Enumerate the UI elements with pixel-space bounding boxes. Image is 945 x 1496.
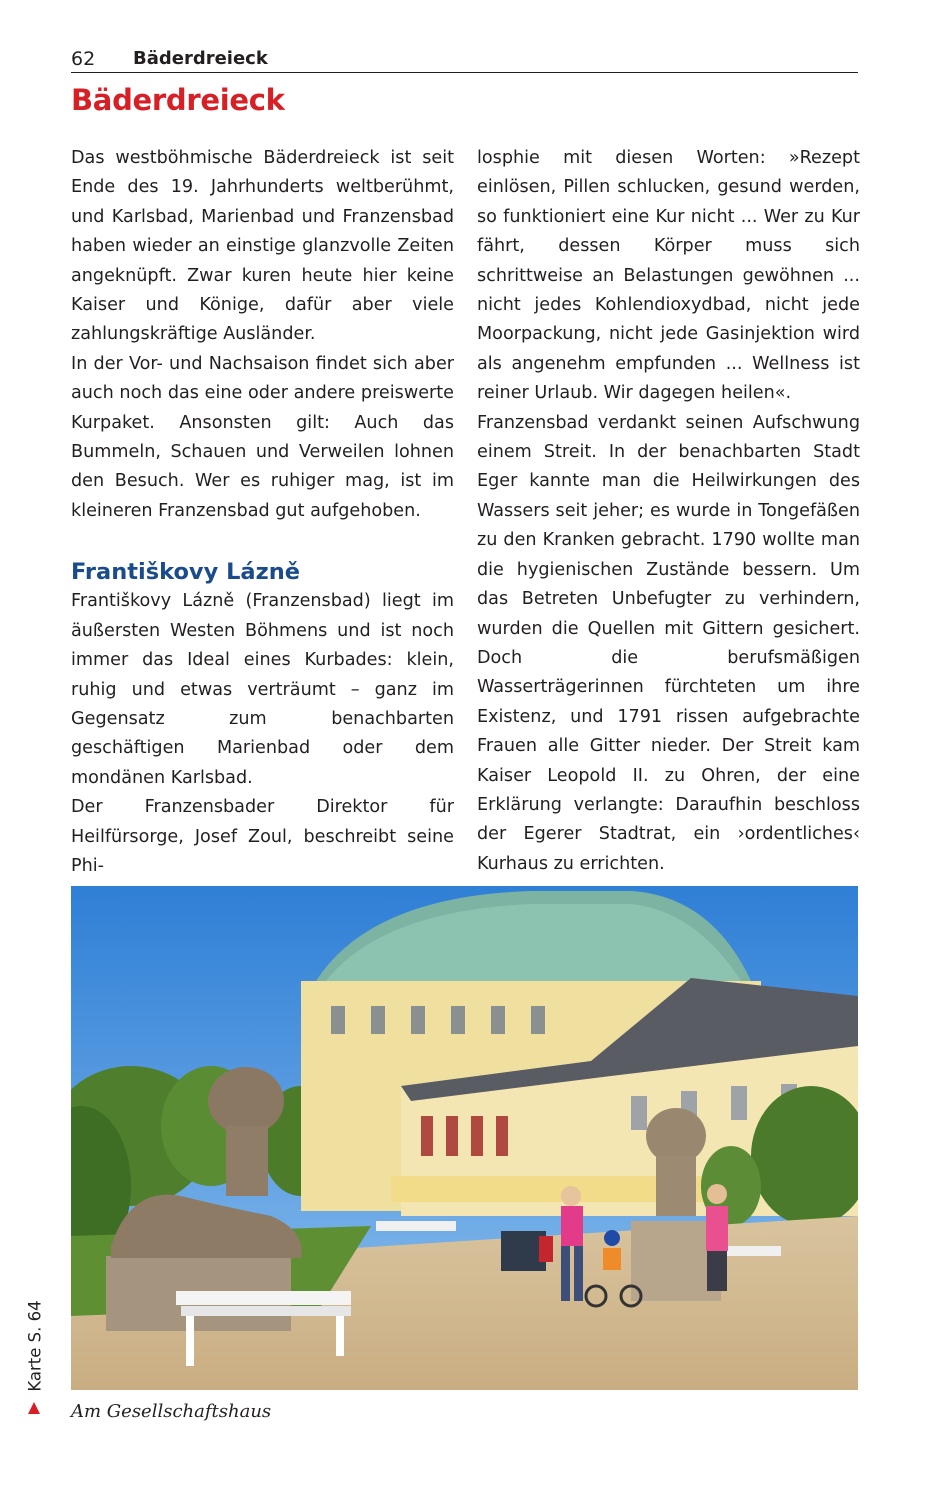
photo-caption: Am Gesellschaftshaus	[71, 1401, 272, 1422]
map-reference-label: Karte S. 64	[25, 1300, 45, 1392]
right-column	[477, 144, 860, 879]
page-title: Bäderdreieck	[71, 83, 285, 117]
section-heading: Františkovy Lázně	[71, 559, 300, 586]
left-column	[71, 144, 454, 881]
paragraph: In der Vor- und Nachsaison findet sich aber auch noch das eine oder andere preiswerte Kurpaket. Ansonsten gilt: Auch das Bummeln, Schauen und Verweilen lohnen den Besuch. Wer es ruhiger mag, ist im kleineren Franzensbad gut aufgehoben.	[71, 353, 454, 521]
map-reference[interactable]	[22, 1302, 48, 1414]
paragraph: Das westböhmische Bäderdreieck ist seit Ende des 19. Jahrhunderts weltberühmt, und Karlsbad, Marienbad und Franzensbad haben wieder an einstige glanzvolle Zeiten angeknüpft. Zwar kuren heute hier keine Kaiser und Könige, dafür aber viele zahlungskräftige Ausländer.	[71, 148, 454, 345]
paragraph: Der Franzensbader Direktor für Heilfürsorge, Josef Zoul, beschreibt seine Phi-	[71, 797, 454, 876]
paragraph: Franzensbad verdankt seinen Aufschwung einem Streit. In der benachbarten Stadt Eger kannte man die Heilwirkungen des Wassers seit jeher; es wurde in Tongefäßen zu den Kranken gebracht. 1790 wollte man die hygienischen Zustände bessern. Um das Betreten Unbefugter zu verhindern, wurden die Quellen mit Gittern gesichert. Doch die berufsmäßigen Wasserträgerinnen fürchteten um ihre Existenz, und 1791 rissen aufgebrachte Frauen alle Gitter nieder. Der Streit kam Kaiser Leopold II. zu Ohren, der eine Erklärung verlangte: Daraufhin beschloss der Egerer Stadtrat, ein ›ordentliches‹ Kurhaus zu errichten.	[477, 412, 860, 874]
page-number: 62	[71, 48, 96, 70]
paragraph: losphie mit diesen Worten: »Rezept einlösen, Pillen schlucken, gesund werden, so funktioniert eine Kur nicht ... Wer zu Kur fährt, dessen Körper muss sich schrittweise an Belastungen gewöhnen ... nicht jedes Kohlendioxydbad, nicht jede Moorpackung, nicht jede Gasinjektion wird als angenehm empfunden ... Wellness ist reiner Urlaub. Wir dagegen heilen«.	[477, 148, 860, 404]
red-triangle-icon	[28, 1402, 40, 1414]
spa-photo	[71, 886, 858, 1390]
running-title: Bäderdreieck	[133, 48, 268, 69]
paragraph: Františkovy Lázně (Franzensbad) liegt im äußersten Westen Böhmens und ist noch immer das Ideal eines Kurbades: klein, ruhig und etwas verträumt – ganz im Gegensatz zum benachbarten geschäftigen Marienbad oder dem mondänen Karlsbad.	[71, 591, 454, 788]
running-header	[71, 46, 858, 73]
